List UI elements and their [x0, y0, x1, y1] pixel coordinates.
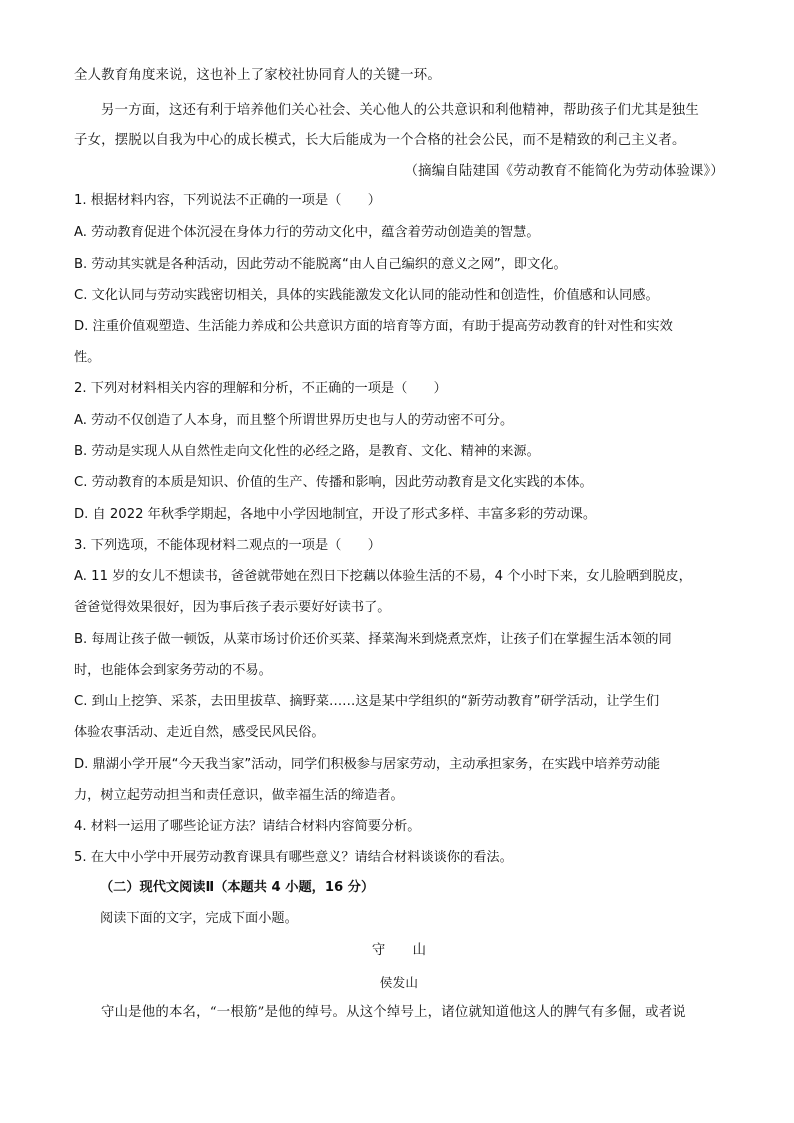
section-instruction: 阅读下面的文字，完成下面小题。 [100, 911, 298, 926]
question-4: 4. 材料一运用了哪些论证方法？请结合材料内容简要分析。 [74, 819, 421, 834]
article-title: 守 山 [371, 943, 427, 958]
question-2-option-d: D. 自 2022 年秋季学期起，各地中小学因地制宜，开设了形式多样、丰富多彩的劳动课。 [74, 507, 597, 522]
question-2-option-b: B. 劳动是实现人从自然性走向文化性的必经之路，是教育、文化、精神的来源。 [74, 444, 540, 459]
question-3-option-c-cont: 体验农事活动、走近自然，感受民风民俗。 [74, 725, 325, 740]
article-first-line: 守山是他的本名，“一根筋”是他的绰号。从这个绰号上，诸位就知道他这人的脾气有多倔，或者说 [101, 1005, 686, 1020]
material-line: 子女，摆脱以自我为中心的成长模式，长大后能成为一个合格的社会公民，而不是精致的利己主义者。 [74, 133, 686, 148]
question-5: 5. 在大中小学中开展劳动教育课具有哪些意义？请结合材料谈谈你的看法。 [74, 850, 513, 865]
question-3-option-d: D. 鼎湖小学开展“今天我当家”活动，同学们积极参与居家劳动，主动承担家务，在实践中培养劳动能 [74, 757, 661, 772]
question-3-stem: 3. 下列选项，不能体现材料二观点的一项是（ ） [74, 538, 381, 553]
article-author: 侯发山 [379, 975, 419, 990]
question-1-option-c: C. 文化认同与劳动实践密切相关，具体的实践能激发文化认同的能动性和创造性，价值感和认同感。 [74, 288, 659, 303]
question-2-option-c: C. 劳动教育的本质是知识、价值的生产、传播和影响，因此劳动教育是文化实践的本体。 [74, 475, 593, 490]
question-3-option-b: B. 每周让孩子做一顿饭，从菜市场讨价还价买菜、择菜淘米到烧煮烹炸，让孩子们在掌握生活本领的同 [74, 632, 672, 647]
material-line: 全人教育角度来说，这也补上了家校社协同育人的关键一环。 [74, 68, 441, 83]
question-1-option-d-cont: 性。 [74, 350, 101, 365]
question-1-option-a: A. 劳动教育促进个体沉浸在身体力行的劳动文化中，蕴含着劳动创造美的智慧。 [74, 225, 540, 240]
question-3-option-a: A. 11 岁的女儿不想读书，爸爸就带她在烈日下挖藕以体验生活的不易，4 个小时下来，女儿脸晒到脱皮， [74, 569, 692, 584]
question-3-option-a-cont: 爸爸觉得效果很好，因为事后孩子表示要好好读书了。 [74, 600, 391, 615]
material-source: （摘编自陆建国《劳动教育不能简化为劳动体验课》） [404, 164, 724, 179]
question-3-option-c: C. 到山上挖笋、采茶，去田里拔草、摘野菜……这是某中学组织的“新劳动教育”研学活动，让学生们 [74, 694, 660, 709]
question-2-stem: 2. 下列对材料相关内容的理解和分析，不正确的一项是（ ） [74, 381, 447, 396]
material-line: 另一方面，这还有利于培养他们关心社会、关心他人的公共意识和利他精神，帮助孩子们尤其是独生 [101, 103, 699, 118]
question-1-option-b: B. 劳动其实就是各种活动，因此劳动不能脱离“由人自己编织的意义之网”，即文化。 [74, 257, 567, 272]
section-heading: （二）现代文阅读Ⅱ（本题共 4 小题，16 分） [100, 880, 375, 895]
question-3-option-b-cont: 时，也能体会到家务劳动的不易。 [74, 663, 272, 678]
question-1-stem: 1. 根据材料内容，下列说法不正确的一项是（ ） [74, 193, 381, 208]
question-2-option-a: A. 劳动不仅创造了人本身，而且整个所谓世界历史也与人的劳动密不可分。 [74, 413, 514, 428]
question-3-option-d-cont: 力，树立起劳动担当和责任意识，做幸福生活的缔造者。 [74, 788, 404, 803]
question-1-option-d: D. 注重价值观塑造、生活能力养成和公共意识方面的培育等方面，有助于提高劳动教育的针对性和实效 [74, 319, 673, 334]
